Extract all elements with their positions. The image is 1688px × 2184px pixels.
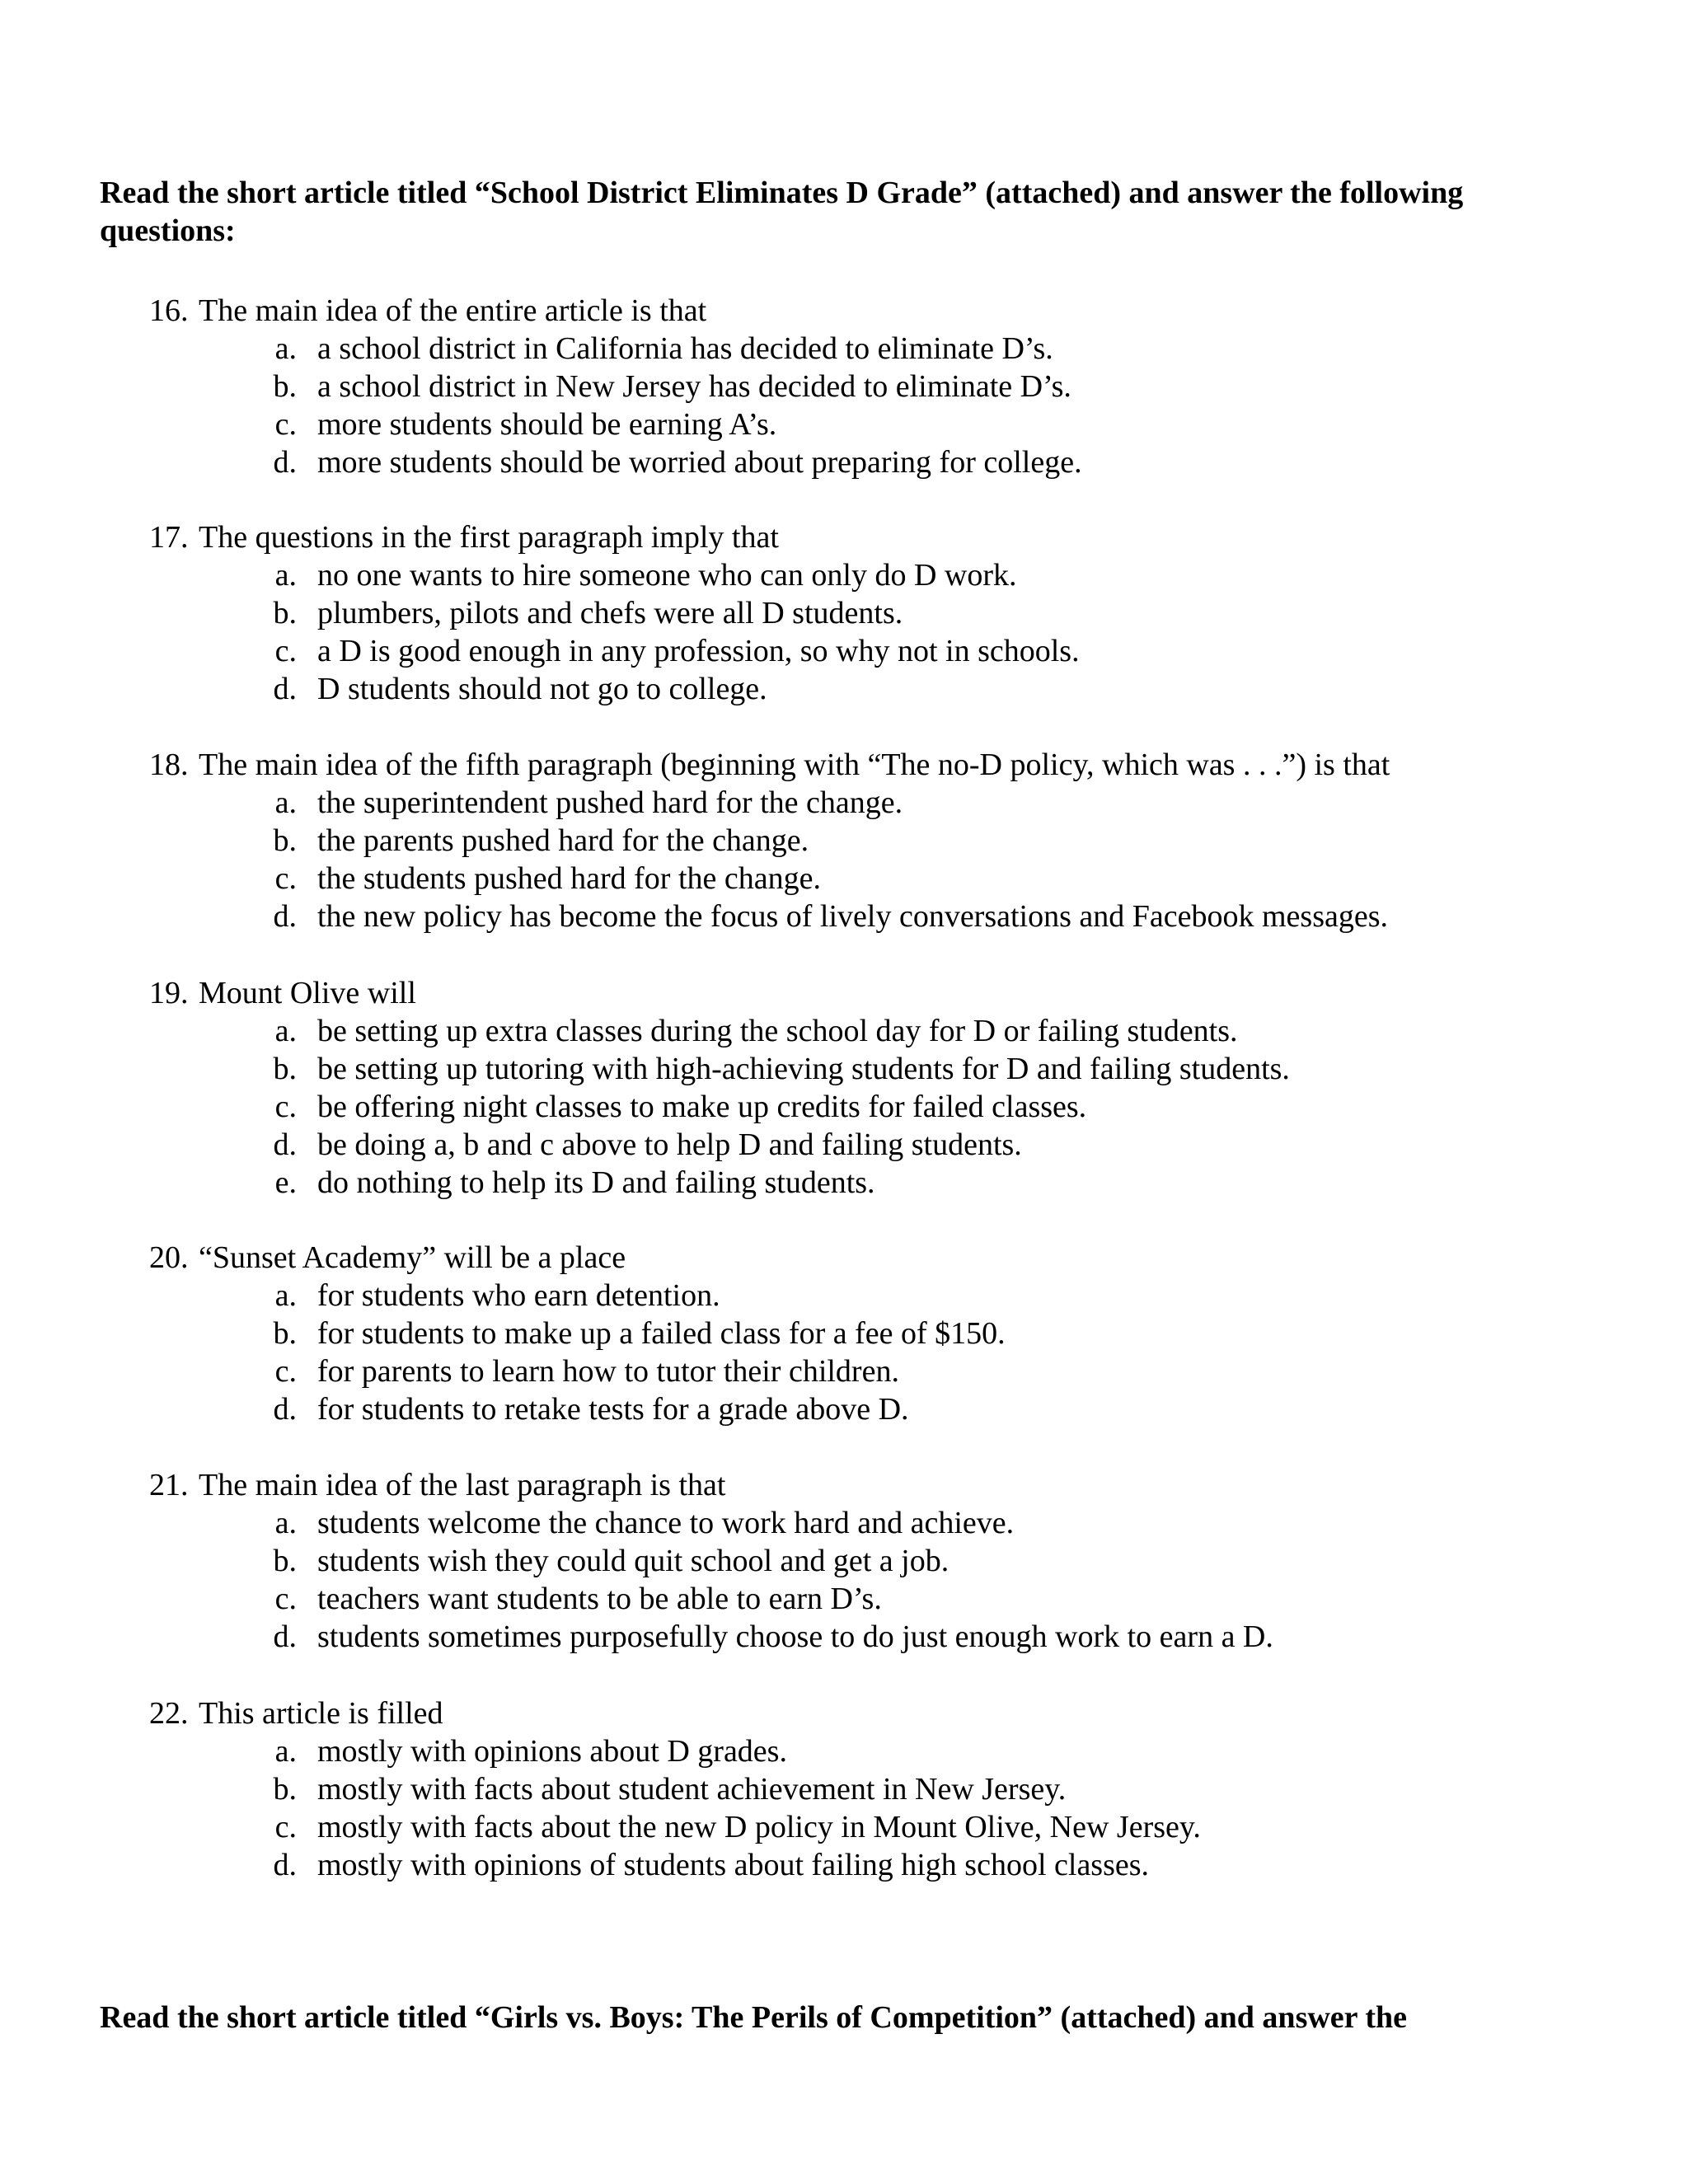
choice-text: for students who earn detention. — [317, 1278, 720, 1313]
choice-text: mostly with opinions about D grades. — [317, 1734, 787, 1769]
question-17 — [149, 518, 1633, 708]
answer-choices — [149, 556, 1633, 708]
question-number: 19. — [149, 976, 189, 1010]
answer-choices — [149, 330, 1633, 481]
answer-choice — [149, 1390, 1633, 1428]
choice-letter: d. — [273, 1619, 297, 1654]
choice-letter: a. — [274, 785, 297, 820]
answer-choice — [149, 1164, 1633, 1202]
choice-text: be offering night classes to make up credits for failed classes. — [317, 1090, 1087, 1124]
question-number: 20. — [149, 1240, 189, 1275]
choice-text: a school district in New Jersey has decided to eliminate D’s. — [317, 369, 1071, 404]
choice-letter: a. — [274, 558, 297, 593]
instruction-heading: Read the short article titled “Girls vs. Boys: The Perils of Competition” (attached) and answer the — [100, 2000, 1407, 2035]
choice-letter: d. — [273, 1392, 297, 1427]
choice-text: be setting up extra classes during the school day for D or failing students. — [317, 1014, 1238, 1048]
question-stem — [149, 1694, 1633, 1732]
choice-text: the students pushed hard for the change. — [317, 861, 821, 896]
answer-choice — [149, 822, 1633, 860]
choice-letter: a. — [274, 1014, 297, 1048]
answer-choice — [149, 860, 1633, 898]
question-text: Mount Olive will — [199, 976, 416, 1010]
answer-choice — [149, 898, 1633, 935]
question-number: 16. — [149, 293, 189, 328]
question-text: The main idea of the last paragraph is that — [199, 1468, 726, 1502]
choice-letter: a. — [274, 1278, 297, 1313]
answer-choice — [149, 594, 1633, 632]
choice-letter: c. — [274, 861, 297, 896]
choice-text: do nothing to help its D and failing students. — [317, 1165, 875, 1200]
choice-letter: d. — [273, 1127, 297, 1162]
instruction-heading: Read the short article titled “School District Eliminates D Grade” (attached) and answer the following questions: — [100, 176, 1464, 248]
choice-text: be doing a, b and c above to help D and failing students. — [317, 1127, 1022, 1162]
answer-choices — [149, 1012, 1633, 1202]
question-22 — [149, 1694, 1633, 1884]
choice-letter: d. — [273, 672, 297, 706]
answer-choice — [149, 405, 1633, 443]
question-18 — [149, 746, 1633, 935]
answer-choice — [149, 443, 1633, 481]
choice-letter: b. — [273, 1052, 297, 1086]
choice-text: plumbers, pilots and chefs were all D students. — [317, 596, 903, 630]
choice-text: mostly with facts about student achievement in New Jersey. — [317, 1772, 1067, 1807]
answer-choice — [149, 556, 1633, 594]
choice-letter: b. — [273, 369, 297, 404]
question-stem — [149, 974, 1633, 1012]
choice-letter: e. — [274, 1165, 297, 1200]
choice-text: the superintendent pushed hard for the change. — [317, 785, 903, 820]
answer-choice — [149, 1012, 1633, 1050]
choice-text: students welcome the chance to work hard and achieve. — [317, 1506, 1015, 1540]
question-number: 21. — [149, 1468, 189, 1502]
choice-text: mostly with opinions of students about failing high school classes. — [317, 1848, 1150, 1882]
answer-choice — [149, 1580, 1633, 1618]
answer-choice — [149, 1315, 1633, 1352]
question-stem — [149, 292, 1633, 330]
answer-choice — [149, 1846, 1633, 1884]
choice-letter: a. — [274, 1506, 297, 1540]
choice-letter: d. — [273, 1848, 297, 1882]
answer-choices — [149, 784, 1633, 935]
choice-text: a school district in California has decided to eliminate D’s. — [317, 331, 1053, 366]
answer-choice — [149, 330, 1633, 368]
answer-choice — [149, 1504, 1633, 1542]
choice-letter: c. — [274, 1090, 297, 1124]
question-number: 17. — [149, 520, 189, 555]
choice-letter: a. — [274, 1734, 297, 1769]
choice-text: a D is good enough in any profession, so why not in schools. — [317, 634, 1080, 668]
choice-letter: c. — [274, 634, 297, 668]
answer-choice — [149, 784, 1633, 822]
question-stem — [149, 1239, 1633, 1277]
choice-text: the new policy has become the focus of lively conversations and Facebook messages. — [317, 899, 1389, 934]
answer-choice — [149, 1277, 1633, 1315]
question-text: The main idea of the fifth paragraph (beginning with “The no-D policy, which was . . .”) is that — [199, 748, 1390, 782]
answer-choices — [149, 1504, 1633, 1656]
choice-letter: c. — [274, 1582, 297, 1616]
answer-choice — [149, 1732, 1633, 1770]
choice-letter: b. — [273, 1772, 297, 1807]
question-text: “Sunset Academy” will be a place — [199, 1240, 626, 1275]
choice-letter: c. — [274, 407, 297, 442]
choice-text: for students to make up a failed class for a fee of $150. — [317, 1316, 1006, 1351]
answer-choice — [149, 632, 1633, 670]
answer-choice — [149, 1088, 1633, 1126]
choice-text: for students to retake tests for a grade above D. — [317, 1392, 909, 1427]
choice-letter: d. — [273, 445, 297, 480]
answer-choice — [149, 1808, 1633, 1846]
choice-text: students sometimes purposefully choose to do just enough work to earn a D. — [317, 1619, 1273, 1654]
answer-choice — [149, 1352, 1633, 1390]
choice-text: more students should be worried about preparing for college. — [317, 445, 1082, 480]
choice-letter: d. — [273, 899, 297, 934]
choice-text: students wish they could quit school and get a job. — [317, 1544, 950, 1578]
choice-text: be setting up tutoring with high-achieving students for D and failing students. — [317, 1052, 1290, 1086]
question-21 — [149, 1466, 1633, 1656]
question-number: 18. — [149, 748, 189, 782]
question-stem — [149, 1466, 1633, 1504]
question-19 — [149, 974, 1633, 1202]
choice-letter: b. — [273, 1544, 297, 1578]
choice-letter: b. — [273, 596, 297, 630]
question-stem — [149, 746, 1633, 784]
choice-text: no one wants to hire someone who can only do D work. — [317, 558, 1017, 593]
choice-text: mostly with facts about the new D policy in Mount Olive, New Jersey. — [317, 1810, 1201, 1844]
choice-text: D students should not go to college. — [317, 672, 767, 706]
choice-letter: c. — [274, 1810, 297, 1844]
question-stem — [149, 518, 1633, 556]
answer-choice — [149, 1542, 1633, 1580]
choice-letter: b. — [273, 1316, 297, 1351]
choice-letter: b. — [273, 823, 297, 858]
question-16 — [149, 292, 1633, 481]
question-text: The main idea of the entire article is that — [199, 293, 707, 328]
answer-choice — [149, 1770, 1633, 1808]
answer-choice — [149, 368, 1633, 405]
choice-text: teachers want students to be able to earn D’s. — [317, 1582, 882, 1616]
choice-text: more students should be earning A’s. — [317, 407, 777, 442]
answer-choices — [149, 1277, 1633, 1428]
question-text: The questions in the first paragraph imply that — [199, 520, 779, 555]
choice-letter: c. — [274, 1354, 297, 1389]
answer-choices — [149, 1732, 1633, 1884]
question-number: 22. — [149, 1696, 189, 1731]
choice-text: the parents pushed hard for the change. — [317, 823, 809, 858]
answer-choice — [149, 1050, 1633, 1088]
choice-letter: a. — [274, 331, 297, 366]
question-text: This article is filled — [199, 1696, 443, 1731]
question-20 — [149, 1239, 1633, 1428]
answer-choice — [149, 1126, 1633, 1164]
answer-choice — [149, 670, 1633, 708]
answer-choice — [149, 1618, 1633, 1656]
choice-text: for parents to learn how to tutor their children. — [317, 1354, 899, 1389]
